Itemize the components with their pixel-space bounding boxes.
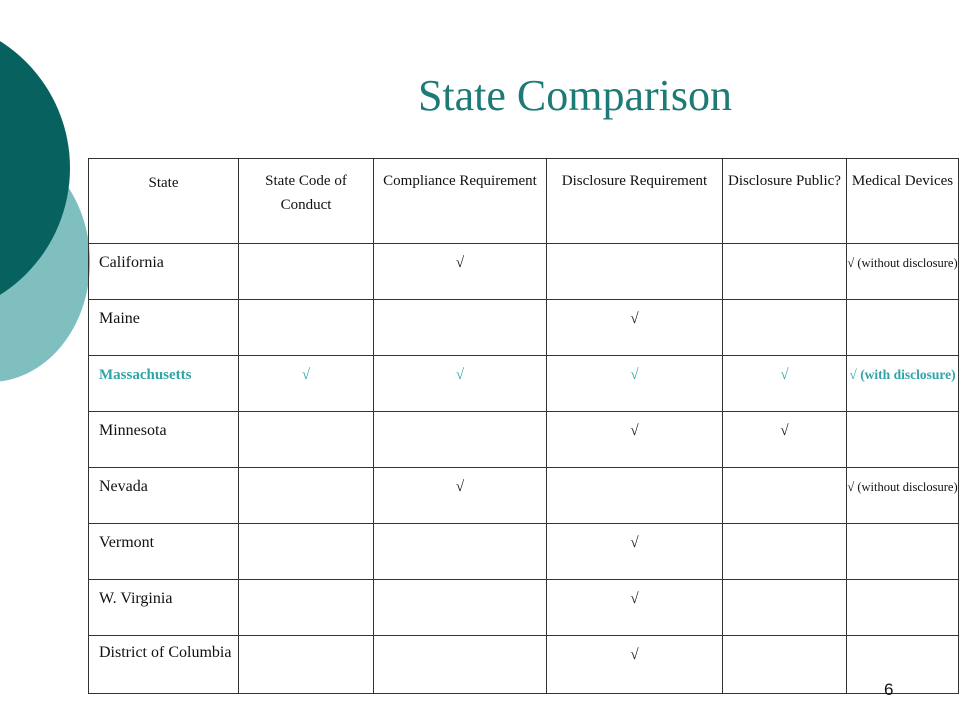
- table-cell: √: [723, 356, 847, 412]
- medical-devices-note: √ (without disclosure): [847, 480, 958, 494]
- slide-title: State Comparison: [417, 71, 733, 120]
- table-header-row: [89, 159, 959, 244]
- table-cell: [374, 636, 547, 694]
- table-cell: [239, 468, 374, 524]
- table-row: [89, 524, 959, 580]
- header-disclosure-public: Disclosure Public?: [723, 159, 847, 244]
- table-cell: [847, 524, 959, 580]
- table-cell: [547, 468, 723, 524]
- table-cell: [374, 300, 547, 356]
- state-cell: Maine: [89, 300, 239, 356]
- state-cell: California: [89, 244, 239, 300]
- table-cell: [374, 412, 547, 468]
- table-cell: √: [374, 356, 547, 412]
- table-cell: [847, 412, 959, 468]
- medical-devices-note: √ (without disclosure): [847, 256, 958, 270]
- table-cell: [723, 244, 847, 300]
- table-cell: √: [547, 636, 723, 694]
- table-cell: [723, 300, 847, 356]
- table-cell: [239, 636, 374, 694]
- table-row: [89, 468, 959, 524]
- table-cell: [374, 524, 547, 580]
- table-row: [89, 244, 959, 300]
- table-cell: [723, 468, 847, 524]
- table-cell: √: [547, 356, 723, 412]
- table-cell: [847, 356, 959, 412]
- table-cell: √: [547, 412, 723, 468]
- state-cell: Vermont: [89, 524, 239, 580]
- medical-devices-note: √ (with disclosure): [849, 367, 956, 382]
- table-cell: [723, 580, 847, 636]
- table-row: [89, 580, 959, 636]
- table-cell: [239, 580, 374, 636]
- table-cell: [239, 412, 374, 468]
- table-cell: [723, 524, 847, 580]
- table-cell: [723, 636, 847, 694]
- state-cell: Massachusetts: [89, 356, 239, 412]
- table-cell: [239, 524, 374, 580]
- table-cell: √: [239, 356, 374, 412]
- table-cell: [547, 244, 723, 300]
- table-cell: √: [547, 580, 723, 636]
- header-medical-devices: Medical Devices: [847, 159, 959, 244]
- table-cell: [239, 244, 374, 300]
- table-cell: √: [723, 412, 847, 468]
- table-cell: √: [547, 524, 723, 580]
- header-state: State: [89, 159, 239, 244]
- table-cell: √: [374, 468, 547, 524]
- table-cell: [847, 300, 959, 356]
- table-cell: [847, 580, 959, 636]
- table-cell: [847, 468, 959, 524]
- table-cell: √: [374, 244, 547, 300]
- state-cell: Nevada: [89, 468, 239, 524]
- table-cell: [847, 244, 959, 300]
- header-state-code-of-conduct: State Code of Conduct: [239, 159, 374, 244]
- header-compliance-requirement: Compliance Requirement: [374, 159, 547, 244]
- table-cell: [374, 580, 547, 636]
- table-row-highlighted: [89, 356, 959, 412]
- page-number: 6: [884, 680, 894, 699]
- table-cell: [847, 636, 959, 694]
- state-cell: Minnesota: [89, 412, 239, 468]
- header-disclosure-requirement: Disclosure Requirement: [547, 159, 723, 244]
- table-cell: [239, 300, 374, 356]
- table-cell: √: [547, 300, 723, 356]
- state-cell: District of Columbia: [89, 636, 239, 694]
- state-cell: W. Virginia: [89, 580, 239, 636]
- table-row: [89, 636, 959, 694]
- state-comparison-table: [88, 158, 959, 694]
- table-row: [89, 300, 959, 356]
- table-row: [89, 412, 959, 468]
